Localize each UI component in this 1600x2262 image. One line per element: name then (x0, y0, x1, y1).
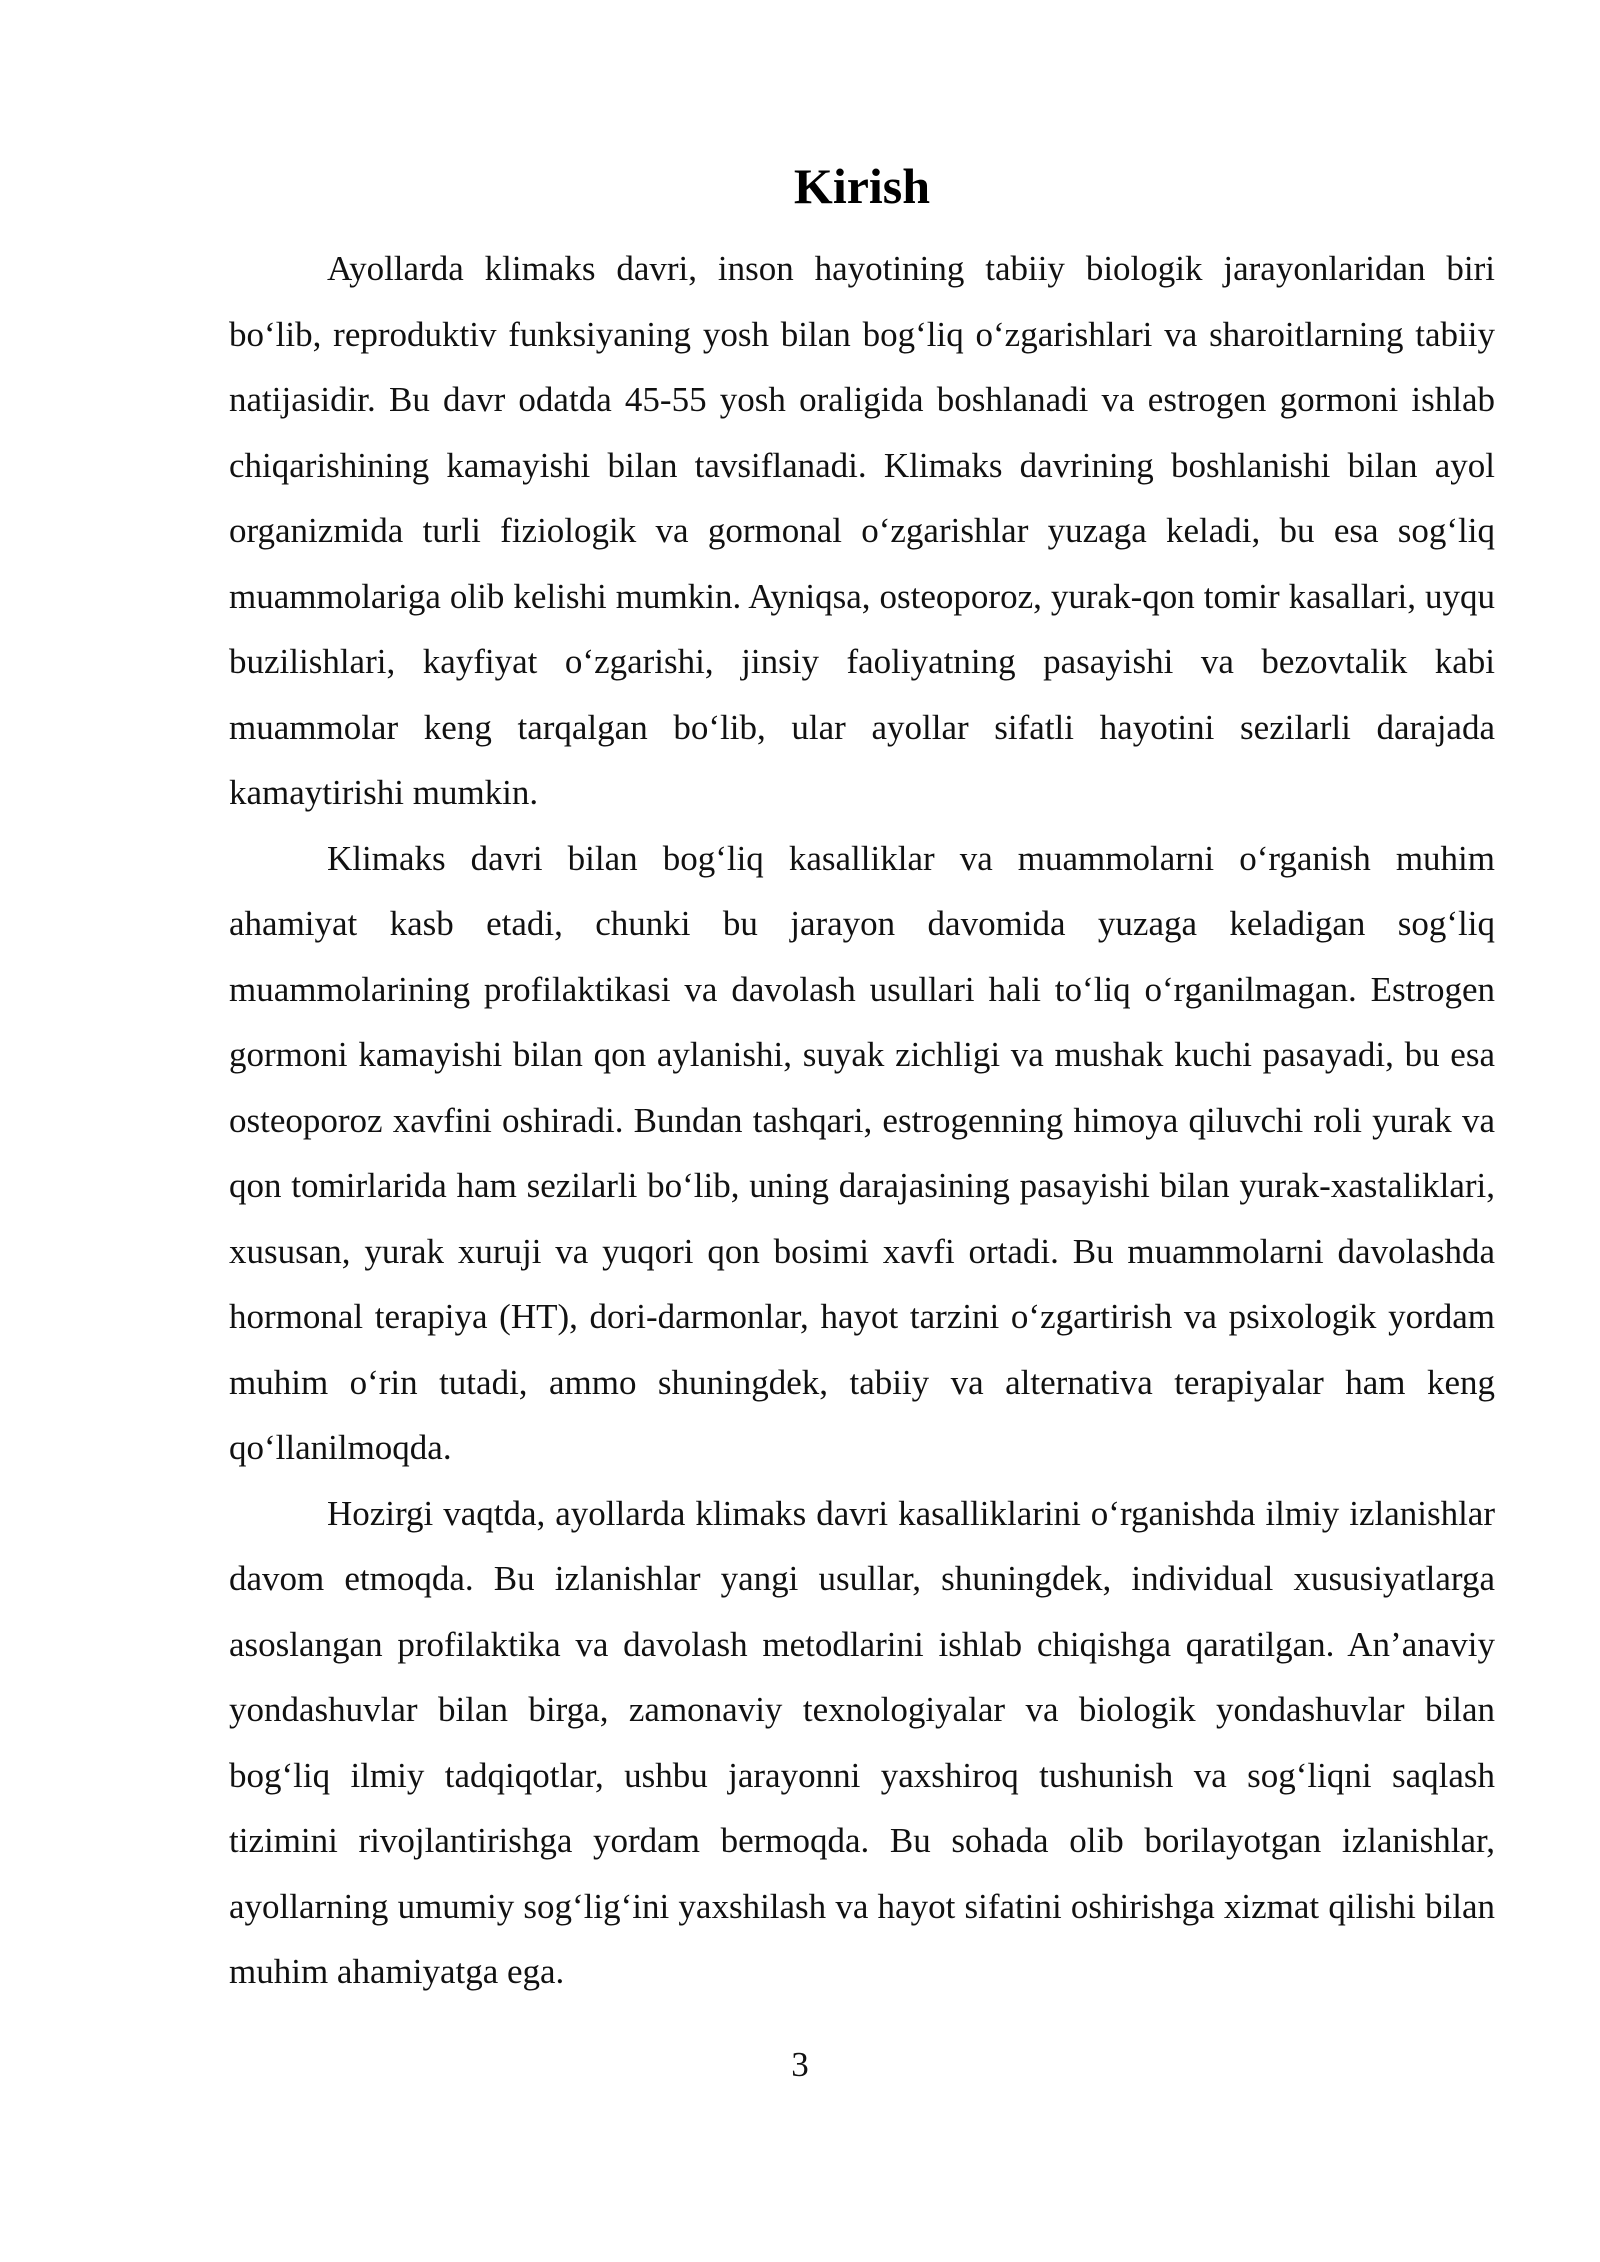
paragraph-1: Ayollarda klimaks davri, inson hayotining tabiiy biologik jarayonlaridan biri bo‘lib, reproduktiv funksiyaning yosh bilan bog‘liq o‘zgarishlari va sharoitlarning tabiiy natijasidir. Bu davr odatda 45-55 yosh oraligida boshlanadi va estrogen gormoni ishlab chiqarishining kamayishi bilan tavsiflanadi. Klimaks davrining boshlanishi bilan ayol organizmida turli fiziologik va gormonal o‘zgarishlar yuzaga keladi, bu esa sog‘liq muammolariga olib kelishi mumkin. Ayniqsa, osteoporoz, yurak-qon tomir kasallari, uyqu buzilishlari, kayfiyat o‘zgarishi, jinsiy faoliyatning pasayishi va bezovtalik kabi muammolar keng tarqalgan bo‘lib, ular ayollar sifatli hayotini sezilarli darajada kamaytirishi mumkin. (229, 249, 1495, 812)
page-content (229, 150, 1495, 2005)
page-title: Kirish (793, 158, 931, 214)
paragraph-2: Klimaks davri bilan bog‘liq kasalliklar va muammolarni o‘rganish muhim ahamiyat kasb etadi, chunki bu jarayon davomida yuzaga keladigan sog‘liq muammolarining profilaktikasi va davolash usullari hali to‘liq o‘rganilmagan. Estrogen gormoni kamayishi bilan qon aylanishi, suyak zichligi va mushak kuchi pasayadi, bu esa osteoporoz xavfini oshiradi. Bundan tashqari, estrogenning himoya qiluvchi roli yurak va qon tomirlarida ham sezilarli bo‘lib, uning darajasining pasayishi bilan yurak-xastaliklari, xususan, yurak xuruji va yuqori qon bosimi xavfi ortadi. Bu muammolarni davolashda hormonal terapiya (HT), dori-darmonlar, hayot tarzini o‘zgartirish va psixologik yordam muhim o‘rin tutadi, ammo shuningdek, tabiiy va alternativa terapiyalar ham keng qo‘llanilmoqda. (229, 838, 1495, 1467)
paragraph-3: Hozirgi vaqtda, ayollarda klimaks davri kasalliklarini o‘rganishda ilmiy izlanishlar davom etmoqda. Bu izlanishlar yangi usullar, shuningdek, individual xususiyatlarga asoslangan profilaktika va davolash metodlarini ishlab chiqishga qaratilgan. An’anaviy yondashuvlar bilan birga, zamonaviy texnologiyalar va biologik yondashuvlar bilan bog‘liq ilmiy tadqiqotlar, ushbu jarayonni yaxshiroq tushunish va sog‘liqni saqlash tizimini rivojlantirishga yordam bermoqda. Bu sohada olib borilayotgan izlanishlar, ayollarning umumiy sog‘lig‘ini yaxshilash va hayot sifatini oshirishga xizmat qilishi bilan muhim ahamiyatga ega. (229, 1493, 1495, 1991)
page-number: 3 (791, 2045, 809, 2084)
